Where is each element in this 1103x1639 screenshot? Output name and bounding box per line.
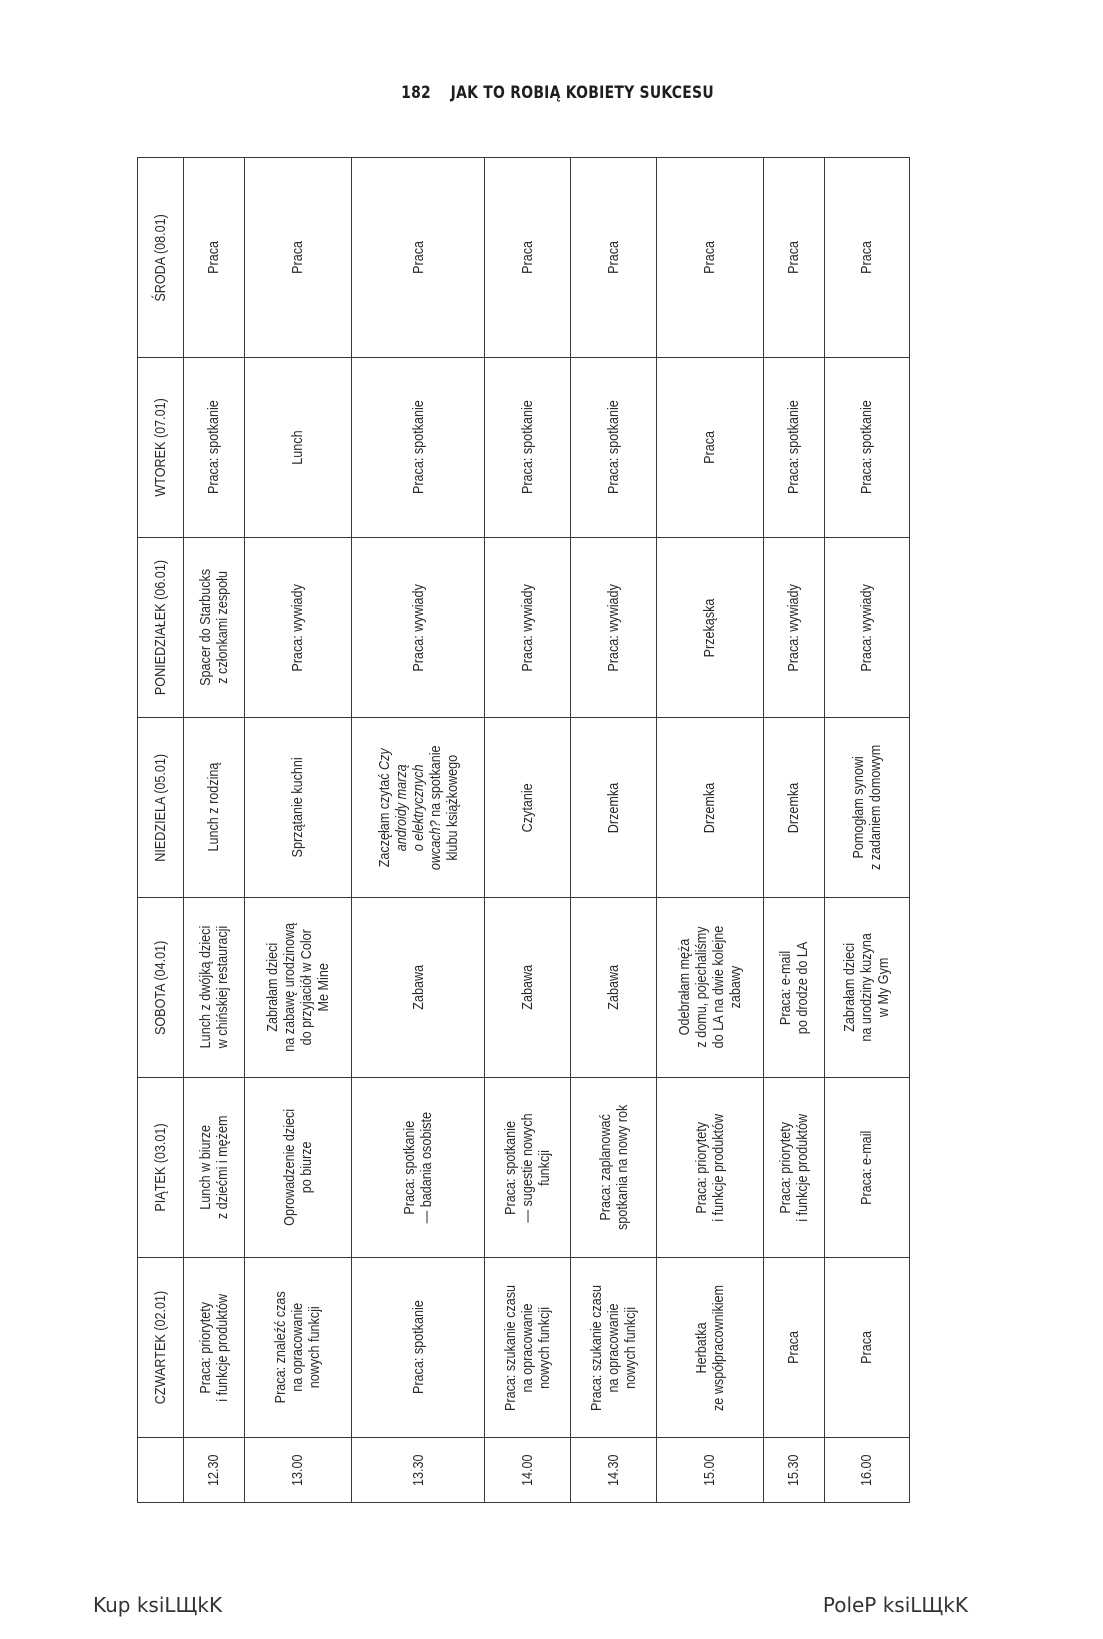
schedule-cell: Zabrałam dzieci na urodziny kuzyna w My Gym	[824, 898, 909, 1078]
schedule-cell: Praca	[352, 158, 485, 358]
schedule-cell: Odebrałam męża z domu, pojechaliśmy do LA na dwie kolejne zabawy	[656, 898, 764, 1078]
schedule-cell: Zabrałam dzieci na zabawę urodzinową do przyjaciół w Color Me Mine	[244, 898, 352, 1078]
schedule-cell: Praca: spotkanie — sugestie nowych funkcji	[485, 1078, 571, 1258]
table-row	[571, 158, 656, 1503]
schedule-cell: Praca: spotkanie	[764, 358, 825, 538]
schedule-cell: Zabawa	[352, 898, 485, 1078]
table-row	[764, 158, 825, 1503]
schedule-cell: Spacer do Starbucks z członkami zespołu	[184, 538, 245, 718]
schedule-cell: Praca: spotkanie	[184, 358, 245, 538]
table-row	[352, 158, 485, 1503]
schedule-cell: Praca: wywiady	[571, 538, 656, 718]
day-header: PONIEDZIAŁEK (06.01)	[138, 538, 184, 718]
table-row	[824, 158, 909, 1503]
schedule-cell: Przekąska	[656, 538, 764, 718]
time-cell: 13.00	[244, 1438, 352, 1503]
schedule-cell: Czytanie	[485, 718, 571, 898]
schedule-cell: Praca: priorytety i funkcje produktów	[764, 1078, 825, 1258]
schedule-cell: Praca: priorytety i funkcje produktów	[656, 1078, 764, 1258]
schedule-cell: Praca: zaplanować spotkania na nowy rok	[571, 1078, 656, 1258]
time-cell: 12.30	[184, 1438, 245, 1503]
schedule-cell-book-club: Zaczęłam czytać Czy androidy marzą o elektrycznych owcach? na spotkanie klubu książkowego	[352, 718, 485, 898]
schedule-cell: Praca	[571, 158, 656, 358]
schedule-cell: Praca: spotkanie	[352, 358, 485, 538]
schedule-cell: Praca: spotkanie	[485, 358, 571, 538]
time-cell: 15.00	[656, 1438, 764, 1503]
schedule-cell: Herbatka ze współpracownikiem	[656, 1258, 764, 1438]
day-header: WTOREK (07.01)	[138, 358, 184, 538]
schedule-cell: Oprowadzenie dzieci po biurze	[244, 1078, 352, 1258]
table-row	[656, 158, 764, 1503]
schedule-cell: Praca	[184, 158, 245, 358]
schedule-cell: Praca: spotkanie	[571, 358, 656, 538]
table-row	[244, 158, 352, 1503]
schedule-cell: Lunch z dwójką dzieci w chińskiej restauracji	[184, 898, 245, 1078]
running-header	[105, 78, 1009, 108]
schedule-cell: Lunch w biurze z dziećmi i mężem	[184, 1078, 245, 1258]
time-cell: 15.30	[764, 1438, 825, 1503]
schedule-cell: Drzemka	[571, 718, 656, 898]
schedule-cell: Praca: priorytety i funkcje produktów	[184, 1258, 245, 1438]
schedule-table-container	[137, 158, 910, 1503]
schedule-cell: Praca: wywiady	[352, 538, 485, 718]
buy-book-link[interactable]: Kup ksiLЩkK	[93, 1593, 223, 1617]
schedule-cell: Lunch	[244, 358, 352, 538]
table-row	[485, 158, 571, 1503]
day-header: CZWARTEK (02.01)	[138, 1258, 184, 1438]
table-row	[184, 158, 245, 1503]
schedule-cell: Praca	[244, 158, 352, 358]
day-header: NIEDZIELA (05.01)	[138, 718, 184, 898]
schedule-cell: Drzemka	[764, 718, 825, 898]
schedule-cell: Praca: wywiady	[244, 538, 352, 718]
schedule-cell: Zabawa	[485, 898, 571, 1078]
schedule-cell: Praca: e-mail	[824, 1078, 909, 1258]
schedule-cell: Sprzątanie kuchni	[244, 718, 352, 898]
day-header-row	[138, 158, 184, 1503]
day-header: ŚRODA (08.01)	[138, 158, 184, 358]
schedule-cell: Praca: spotkanie	[824, 358, 909, 538]
time-cell: 14.30	[571, 1438, 656, 1503]
schedule-cell: Praca: wywiady	[824, 538, 909, 718]
schedule-cell: Praca: spotkanie	[352, 1258, 485, 1438]
schedule-cell: Praca	[656, 158, 764, 358]
schedule-cell: Praca	[824, 158, 909, 358]
schedule-cell: Praca: znaleźć czas na opracowanie nowych funkcji	[244, 1258, 352, 1438]
schedule-cell: Praca	[485, 158, 571, 358]
schedule-cell: Praca	[764, 1258, 825, 1438]
time-cell: 13.30	[352, 1438, 485, 1503]
schedule-cell: Praca: szukanie czasu na opracowanie nowych funkcji	[571, 1258, 656, 1438]
recommend-book-link[interactable]: PoleP ksiLЩkK	[822, 1593, 968, 1617]
time-cell: 14.00	[485, 1438, 571, 1503]
page-number: 182	[401, 83, 431, 103]
schedule-cell: Zabawa	[571, 898, 656, 1078]
schedule-cell: Pomogłam synowi z zadaniem domowym	[824, 718, 909, 898]
schedule-cell: Praca	[824, 1258, 909, 1438]
book-title: JAK TO ROBIĄ KOBIETY SUKCESU	[450, 83, 714, 103]
schedule-cell: Praca: wywiady	[764, 538, 825, 718]
schedule-cell: Drzemka	[656, 718, 764, 898]
schedule-cell: Praca: spotkanie — badania osobiste	[352, 1078, 485, 1258]
time-cell: 16.00	[824, 1438, 909, 1503]
schedule-cell: Praca	[764, 158, 825, 358]
schedule-cell: Praca	[656, 358, 764, 538]
schedule-cell: Lunch z rodziną	[184, 718, 245, 898]
schedule-cell: Praca: wywiady	[485, 538, 571, 718]
schedule-cell: Praca: szukanie czasu na opracowanie nowych funkcji	[485, 1258, 571, 1438]
corner-cell	[138, 1438, 184, 1503]
schedule-table	[137, 157, 910, 1503]
day-header: SOBOTA (04.01)	[138, 898, 184, 1078]
day-header: PIĄTEK (03.01)	[138, 1078, 184, 1258]
schedule-cell: Praca: e-mail po drodze do LA	[764, 898, 825, 1078]
